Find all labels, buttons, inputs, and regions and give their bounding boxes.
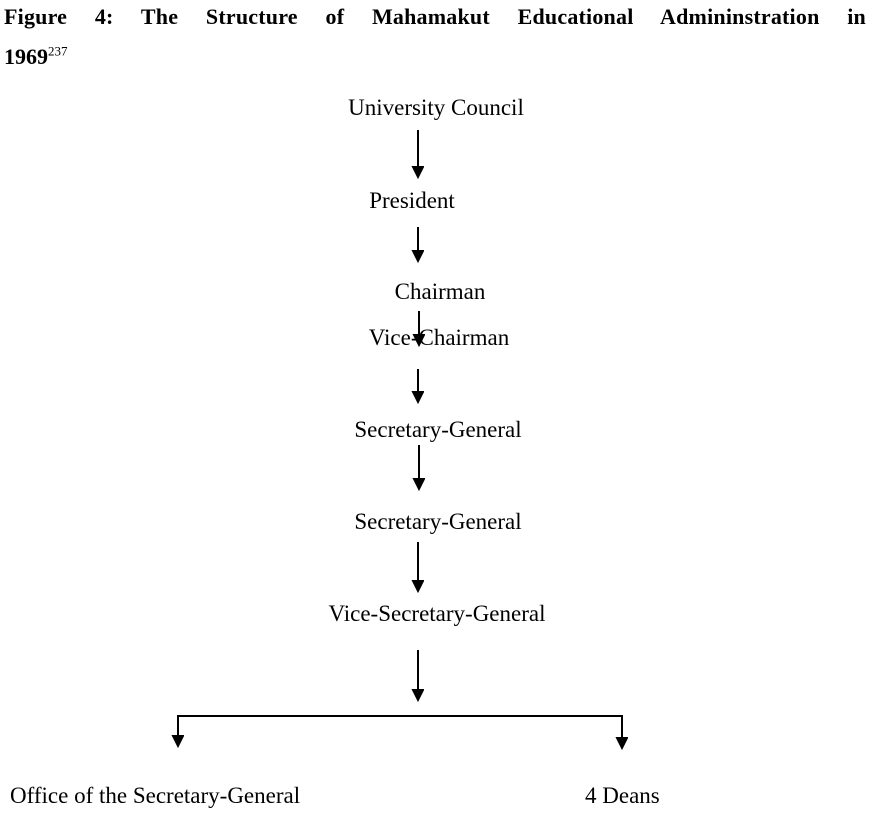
node-vice-secretary-general: Vice-Secretary-General — [328, 601, 546, 626]
figure-year: 1969 — [4, 44, 48, 69]
node-secretary-general-1: Secretary-General — [354, 417, 522, 442]
figure-title: Figure 4: The Structure of Mahamakut Educational Admininstration in — [4, 4, 866, 29]
node-president: President — [369, 188, 455, 213]
node-secretary-general-2: Secretary-General — [354, 509, 522, 534]
node-university-council: University Council — [348, 95, 524, 120]
figure-title-year — [4, 44, 68, 70]
node-chairman: Chairman — [394, 279, 486, 304]
node-vice-chairman: Vice-Chairman — [368, 325, 510, 350]
footnote-reference: 237 — [48, 43, 68, 59]
node-office-of-the-secretary-general: Office of the Secretary-General — [10, 783, 301, 808]
node-four-deans: 4 Deans — [585, 783, 660, 808]
